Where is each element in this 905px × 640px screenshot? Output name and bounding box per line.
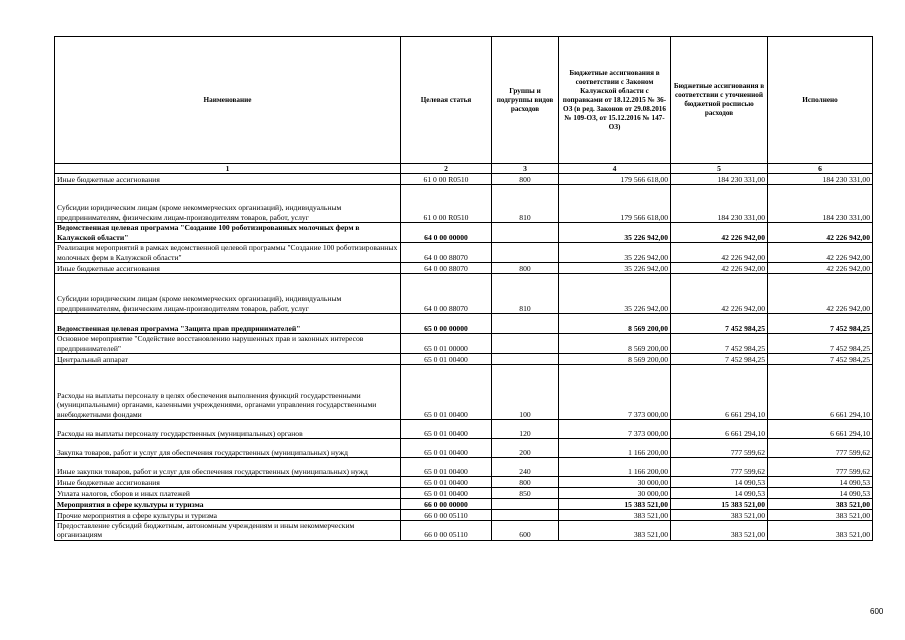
row-list-amount: 7 452 984,25 — [671, 354, 768, 365]
row-expense-group: 600 — [492, 521, 559, 541]
table-row — [55, 521, 873, 541]
row-name: Ведомственная целевая программа "Создание 100 роботизированных молочных ферм в Калужской области" — [55, 223, 401, 243]
row-law-amount: 1 166 200,00 — [559, 439, 671, 458]
row-executed-amount: 383 521,00 — [768, 510, 873, 521]
row-expense-group — [492, 223, 559, 243]
row-executed-amount: 14 090,53 — [768, 477, 873, 488]
row-name: Закупка товаров, работ и услуг для обеспечения государственных (муниципальных) нужд — [55, 439, 401, 458]
row-law-amount: 35 226 942,00 — [559, 274, 671, 314]
row-law-amount: 383 521,00 — [559, 521, 671, 541]
row-target-article: 66 0 00 05110 — [401, 521, 492, 541]
row-target-article: 61 0 00 R0510 — [401, 185, 492, 223]
row-expense-group — [492, 354, 559, 365]
row-target-article: 65 0 00 00000 — [401, 314, 492, 334]
row-target-article: 65 0 01 00400 — [401, 488, 492, 499]
table-row — [55, 274, 873, 314]
row-law-amount: 179 566 618,00 — [559, 174, 671, 185]
table-row — [55, 174, 873, 185]
row-list-amount: 184 230 331,00 — [671, 185, 768, 223]
table-row — [55, 439, 873, 458]
row-executed-amount: 777 599,62 — [768, 458, 873, 477]
row-expense-group — [492, 314, 559, 334]
row-expense-group: 120 — [492, 420, 559, 439]
table-row — [55, 185, 873, 223]
table-row — [55, 510, 873, 521]
column-number: 3 — [492, 164, 559, 174]
row-target-article: 65 0 01 00400 — [401, 365, 492, 420]
budget-execution-table — [54, 36, 873, 541]
table-row — [55, 499, 873, 510]
row-expense-group — [492, 334, 559, 354]
row-law-amount: 8 569 200,00 — [559, 334, 671, 354]
row-executed-amount: 383 521,00 — [768, 499, 873, 510]
row-list-amount: 184 230 331,00 — [671, 174, 768, 185]
header-law-allocations: Бюджетные ассигнования в соответствии с Законом Калужской области с поправками от 18.12.2015 № 36-ОЗ (в ред. Законов от 29.08.2016 № 109-ОЗ, от 15.12.2016 № 147-ОЗ) — [559, 37, 671, 164]
row-target-article: 66 0 00 05110 — [401, 510, 492, 521]
row-name: Предоставление субсидий бюджетным, автономным учреждениям и иным некоммерческим организациям — [55, 521, 401, 541]
row-name: Ведомственная целевая программа "Защита прав предпринимателей" — [55, 314, 401, 334]
table-row — [55, 477, 873, 488]
row-list-amount: 42 226 942,00 — [671, 223, 768, 243]
row-name: Расходы на выплаты персоналу в целях обеспечения выполнения функций государственными (муниципальными) органами, казенными учреждениями, органами управления государственными внебюджетными фондами — [55, 365, 401, 420]
row-list-amount: 6 661 294,10 — [671, 365, 768, 420]
row-expense-group: 800 — [492, 263, 559, 274]
row-law-amount: 35 226 942,00 — [559, 243, 671, 263]
row-expense-group: 850 — [492, 488, 559, 499]
row-executed-amount: 184 230 331,00 — [768, 185, 873, 223]
row-target-article: 64 0 00 88070 — [401, 263, 492, 274]
row-list-amount: 14 090,53 — [671, 477, 768, 488]
header-expense-groups: Группы и подгруппы видов расходов — [492, 37, 559, 164]
column-number: 2 — [401, 164, 492, 174]
budget-table-sheet — [54, 36, 872, 541]
row-expense-group: 100 — [492, 365, 559, 420]
row-list-amount: 42 226 942,00 — [671, 243, 768, 263]
column-number: 4 — [559, 164, 671, 174]
row-name: Иные бюджетные ассигнования — [55, 263, 401, 274]
row-name: Основное мероприятие "Содействие восстановлению нарушенных прав и законных интересов предпринимателей" — [55, 334, 401, 354]
row-name: Реализация мероприятий в рамках ведомственной целевой программы "Создание 100 роботизированных молочных ферм в Калужской области" — [55, 243, 401, 263]
table-row — [55, 334, 873, 354]
table-row — [55, 263, 873, 274]
row-executed-amount: 383 521,00 — [768, 521, 873, 541]
row-list-amount: 777 599,62 — [671, 458, 768, 477]
column-number-row — [55, 164, 873, 174]
table-row — [55, 488, 873, 499]
table-row — [55, 420, 873, 439]
row-target-article: 65 0 01 00400 — [401, 439, 492, 458]
column-number: 1 — [55, 164, 401, 174]
row-list-amount: 42 226 942,00 — [671, 274, 768, 314]
row-expense-group: 810 — [492, 185, 559, 223]
row-target-article: 65 0 01 00400 — [401, 458, 492, 477]
table-row — [55, 314, 873, 334]
row-law-amount: 383 521,00 — [559, 510, 671, 521]
row-name: Иные закупки товаров, работ и услуг для обеспечения государственных (муниципальных) нужд — [55, 458, 401, 477]
row-target-article: 65 0 01 00000 — [401, 334, 492, 354]
row-name: Мероприятия в сфере культуры и туризма — [55, 499, 401, 510]
row-list-amount: 7 452 984,25 — [671, 314, 768, 334]
row-name: Центральный аппарат — [55, 354, 401, 365]
row-executed-amount: 6 661 294,10 — [768, 365, 873, 420]
table-header-row — [55, 37, 873, 164]
table-body — [55, 174, 873, 541]
row-name: Субсидии юридическим лицам (кроме некоммерческих организаций), индивидуальным предпринимателям, физическим лицам-производителям товаров, работ, услуг — [55, 185, 401, 223]
column-number: 5 — [671, 164, 768, 174]
row-law-amount: 35 226 942,00 — [559, 223, 671, 243]
header-name: Наименование — [55, 37, 401, 164]
row-law-amount: 179 566 618,00 — [559, 185, 671, 223]
row-target-article: 65 0 01 00400 — [401, 420, 492, 439]
row-name: Иные бюджетные ассигнования — [55, 174, 401, 185]
row-executed-amount: 42 226 942,00 — [768, 223, 873, 243]
row-law-amount: 8 569 200,00 — [559, 354, 671, 365]
row-executed-amount: 6 661 294,10 — [768, 420, 873, 439]
header-list-allocations: Бюджетные ассигнования в соответствии с уточненной бюджетной росписью расходов — [671, 37, 768, 164]
row-expense-group — [492, 243, 559, 263]
row-expense-group: 200 — [492, 439, 559, 458]
row-target-article: 64 0 00 88070 — [401, 274, 492, 314]
table-row — [55, 243, 873, 263]
row-list-amount: 777 599,62 — [671, 439, 768, 458]
row-name: Уплата налогов, сборов и иных платежей — [55, 488, 401, 499]
row-law-amount: 30 000,00 — [559, 477, 671, 488]
row-law-amount: 8 569 200,00 — [559, 314, 671, 334]
table-row — [55, 223, 873, 243]
row-law-amount: 30 000,00 — [559, 488, 671, 499]
row-law-amount: 15 383 521,00 — [559, 499, 671, 510]
row-list-amount: 15 383 521,00 — [671, 499, 768, 510]
row-executed-amount: 42 226 942,00 — [768, 263, 873, 274]
row-list-amount: 42 226 942,00 — [671, 263, 768, 274]
row-executed-amount: 7 452 984,25 — [768, 354, 873, 365]
row-target-article: 65 0 01 00400 — [401, 477, 492, 488]
row-expense-group: 800 — [492, 174, 559, 185]
row-law-amount: 35 226 942,00 — [559, 263, 671, 274]
row-executed-amount: 7 452 984,25 — [768, 314, 873, 334]
row-executed-amount: 7 452 984,25 — [768, 334, 873, 354]
header-target-article: Целевая статья — [401, 37, 492, 164]
row-law-amount: 7 373 000,00 — [559, 420, 671, 439]
row-law-amount: 7 373 000,00 — [559, 365, 671, 420]
row-executed-amount: 42 226 942,00 — [768, 274, 873, 314]
row-executed-amount: 777 599,62 — [768, 439, 873, 458]
header-executed: Исполнено — [768, 37, 873, 164]
row-name: Расходы на выплаты персоналу государственных (муниципальных) органов — [55, 420, 401, 439]
row-expense-group: 810 — [492, 274, 559, 314]
row-expense-group: 800 — [492, 477, 559, 488]
row-expense-group: 240 — [492, 458, 559, 477]
row-target-article: 61 0 00 R0510 — [401, 174, 492, 185]
row-law-amount: 1 166 200,00 — [559, 458, 671, 477]
row-executed-amount: 14 090,53 — [768, 488, 873, 499]
row-list-amount: 7 452 984,25 — [671, 334, 768, 354]
row-target-article: 64 0 00 00000 — [401, 223, 492, 243]
row-list-amount: 383 521,00 — [671, 521, 768, 541]
row-expense-group — [492, 510, 559, 521]
row-expense-group — [492, 499, 559, 510]
page-number: 600 — [870, 607, 884, 616]
table-row — [55, 354, 873, 365]
row-target-article: 66 0 00 00000 — [401, 499, 492, 510]
row-executed-amount: 42 226 942,00 — [768, 243, 873, 263]
table-row — [55, 458, 873, 477]
table-row — [55, 365, 873, 420]
row-name: Прочие мероприятия в сфере культуры и туризма — [55, 510, 401, 521]
row-list-amount: 14 090,53 — [671, 488, 768, 499]
row-target-article: 65 0 01 00400 — [401, 354, 492, 365]
row-list-amount: 383 521,00 — [671, 510, 768, 521]
row-list-amount: 6 661 294,10 — [671, 420, 768, 439]
row-target-article: 64 0 00 88070 — [401, 243, 492, 263]
row-name: Субсидии юридическим лицам (кроме некоммерческих организаций), индивидуальным предпринимателям, физическим лицам-производителям товаров, работ, услуг — [55, 274, 401, 314]
column-number: 6 — [768, 164, 873, 174]
row-name: Иные бюджетные ассигнования — [55, 477, 401, 488]
row-executed-amount: 184 230 331,00 — [768, 174, 873, 185]
